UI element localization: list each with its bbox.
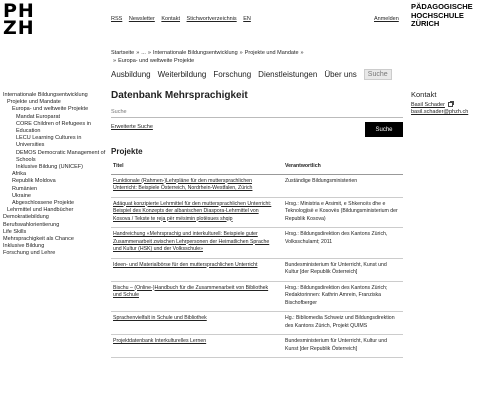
- project-link[interactable]: Projektdatenbank Interkulturelles Lernen: [113, 338, 207, 344]
- logo-line-1: PH: [3, 0, 35, 22]
- main-navigation: [111, 67, 392, 81]
- sidebar-item[interactable]: Forschung und Lehre: [3, 250, 56, 257]
- contact-name: Basil Schader: [411, 101, 445, 108]
- breadcrumb-separator: »: [300, 50, 304, 56]
- breadcrumb-item[interactable]: Internationale Bildungsentwicklung: [152, 50, 238, 56]
- utility-links: [111, 16, 256, 22]
- sidebar-item[interactable]: Life Skills: [3, 228, 27, 235]
- sidebar-item[interactable]: Mehrsprachigkeit als Chance: [3, 236, 74, 243]
- column-header-title: Titel: [111, 160, 283, 174]
- project-link[interactable]: Bischu – (Online-)Handbuch für die Zusammenarbeit von Bibliothek und Schule: [113, 284, 269, 298]
- sidebar-item[interactable]: Republik Moldova: [12, 178, 56, 185]
- nav-ueber-uns[interactable]: Über uns: [324, 69, 357, 79]
- sidebar-item[interactable]: Internationale Bildungsentwicklung: [3, 92, 88, 98]
- breadcrumb-item[interactable]: Projekte und Mandate: [244, 50, 299, 56]
- nav-ausbildung[interactable]: Ausbildung: [111, 69, 151, 79]
- sidebar-item[interactable]: Ukraine: [12, 192, 31, 199]
- brand-name: [411, 3, 473, 29]
- brand-line-2: HOCHSCHULE: [411, 10, 464, 20]
- contact-email-link[interactable]: basil.schader@phzh.ch: [411, 109, 469, 115]
- sidebar-item[interactable]: Inklusive Bildung: [3, 243, 45, 250]
- sidebar-navigation: [3, 92, 107, 258]
- main-content: [111, 90, 403, 358]
- table-row: [111, 228, 403, 259]
- table-row: [111, 197, 403, 228]
- breadcrumb-ellipsis[interactable]: ...: [141, 50, 146, 56]
- sidebar-item[interactable]: Afrika: [12, 171, 27, 178]
- sidebar-item[interactable]: Projekte und Mandate: [7, 99, 61, 106]
- sidebar-item[interactable]: Inklusive Bildung (UNICEF): [16, 164, 83, 171]
- responsible-cell: Hg.: Bibliomedia Schweiz und Bildungsdirektion des Kantons Zürich, Projekt QUIMS: [283, 312, 403, 335]
- contact-title: Kontakt: [411, 90, 437, 99]
- login-link[interactable]: Anmelden: [374, 16, 399, 22]
- breadcrumb: [111, 49, 371, 65]
- rss-link[interactable]: RSS: [111, 16, 123, 22]
- sidebar-item[interactable]: Lehrmittel und Handbücher: [7, 207, 74, 214]
- contact-name-link[interactable]: [411, 102, 477, 110]
- sidebar-item-active[interactable]: Europa- und weltweite Projekte: [12, 106, 89, 113]
- stichwortverzeichnis-link[interactable]: Stichwortverzeichnis: [186, 16, 237, 22]
- responsible-cell: Zuständige Bildungsministerien: [283, 174, 403, 197]
- sidebar-item[interactable]: Demokratiebildung: [3, 214, 49, 221]
- project-link[interactable]: Ideen- und Materialbörse für den muttersprachlichen Unterricht: [113, 261, 258, 268]
- brand-line-1: PÄDAGOGISCHE: [411, 2, 473, 11]
- contact-box: [411, 91, 477, 117]
- table-row: [111, 258, 403, 281]
- advanced-search-link[interactable]: Erweiterte Suche: [111, 124, 153, 130]
- project-link[interactable]: Sprachenvielfalt in Schule und Bibliothek: [113, 315, 207, 321]
- language-en-link[interactable]: EN: [243, 16, 251, 22]
- sidebar-item[interactable]: Rumänien: [12, 185, 38, 192]
- sidebar-item[interactable]: Berufswahlorientierung: [3, 221, 60, 228]
- table-row: [111, 335, 403, 358]
- project-link[interactable]: Handreichung «Mehrsprachig und interkulturell: Beispiele guter Zusammenarbeit zwischen Lehrpersonen der Heimatlichen Sprache und Kultur (HSK) und der Volksschule»: [113, 231, 270, 252]
- sidebar-item[interactable]: Mandat Europarat: [16, 113, 61, 120]
- breadcrumb-separator: »: [239, 50, 243, 56]
- projects-heading: Projekte: [111, 147, 143, 156]
- responsible-cell: Hrsg.: Ministria e Arsimit, e Shkencës dhe e Teknologjisë e Kosovës (Bildungsministerium der Republik Kosova): [283, 197, 403, 228]
- table-header-row: [111, 160, 403, 174]
- sidebar-item[interactable]: CORE Children of Refugees in Education: [16, 120, 91, 135]
- breadcrumb-separator: »: [136, 50, 140, 56]
- phzh-logo[interactable]: [3, 0, 35, 39]
- project-link[interactable]: Funktionale (Rahmen-)Lehrpläne für den muttersprachlichen Unterricht: Beispiele Österreich, Nordrhein-Westfalen, Zürich: [113, 177, 253, 191]
- brand-line-3: ZÜRICH: [411, 19, 440, 28]
- responsible-cell: Bundesministerium für Unterricht, Kunst und Kultur [der Republik Österreich]: [283, 258, 403, 281]
- projects-table: [111, 160, 403, 358]
- breadcrumb-separator: »: [113, 58, 117, 64]
- responsible-cell: Hrsg.: Bildungsdirektion des Kantons Zürich; Redaktorinnen: Kathrin Amrein, Franziska Bischofberger: [283, 281, 403, 312]
- column-header-responsible: Verantwortlich: [283, 160, 403, 174]
- table-row: [111, 174, 403, 197]
- table-row: [111, 312, 403, 335]
- sidebar-item[interactable]: Abgeschlossene Projekte: [12, 200, 75, 207]
- responsible-cell: Hrsg.: Bildungsdirektion des Kantons Zürich, Volksschulamt; 2011: [283, 228, 403, 259]
- breadcrumb-separator: »: [147, 50, 151, 56]
- breadcrumb-current: Europa- und weltweite Projekte: [118, 58, 195, 64]
- nav-forschung[interactable]: Forschung: [213, 69, 252, 79]
- sidebar-item[interactable]: LECU Learning Cultures in Universities: [16, 135, 82, 149]
- newsletter-link[interactable]: Newsletter: [128, 16, 155, 22]
- search-row: [111, 122, 403, 138]
- logo-line-2: ZH: [3, 17, 35, 39]
- nav-search-tab[interactable]: Suche: [364, 69, 392, 80]
- search-input[interactable]: [111, 106, 403, 118]
- project-link[interactable]: Adäquat konzipierte Lehrmittel für den muttersprachlichen Unterricht: Beispiel des Konzepts der albanischen Diaspora-Lehrmittel von Kosova / Tekste te reja për mësimin plotësues shqip: [113, 200, 272, 222]
- nav-dienstleistungen[interactable]: Dienstleistungen: [258, 69, 318, 79]
- external-link-icon: [448, 102, 453, 107]
- kontakt-link[interactable]: Kontakt: [161, 16, 181, 22]
- page-title: Datenbank Mehrsprachigkeit: [111, 90, 248, 101]
- responsible-cell: Bundesministerium für Unterricht, Kultur und Kunst [der Republik Österreich]: [283, 335, 403, 358]
- sidebar-item[interactable]: DEMOS Democratic Management of Schools: [16, 149, 106, 163]
- nav-weiterbildung[interactable]: Weiterbildung: [157, 69, 207, 79]
- breadcrumb-start[interactable]: Startseite: [111, 50, 135, 56]
- search-button[interactable]: Suche: [365, 122, 403, 137]
- table-row: [111, 281, 403, 312]
